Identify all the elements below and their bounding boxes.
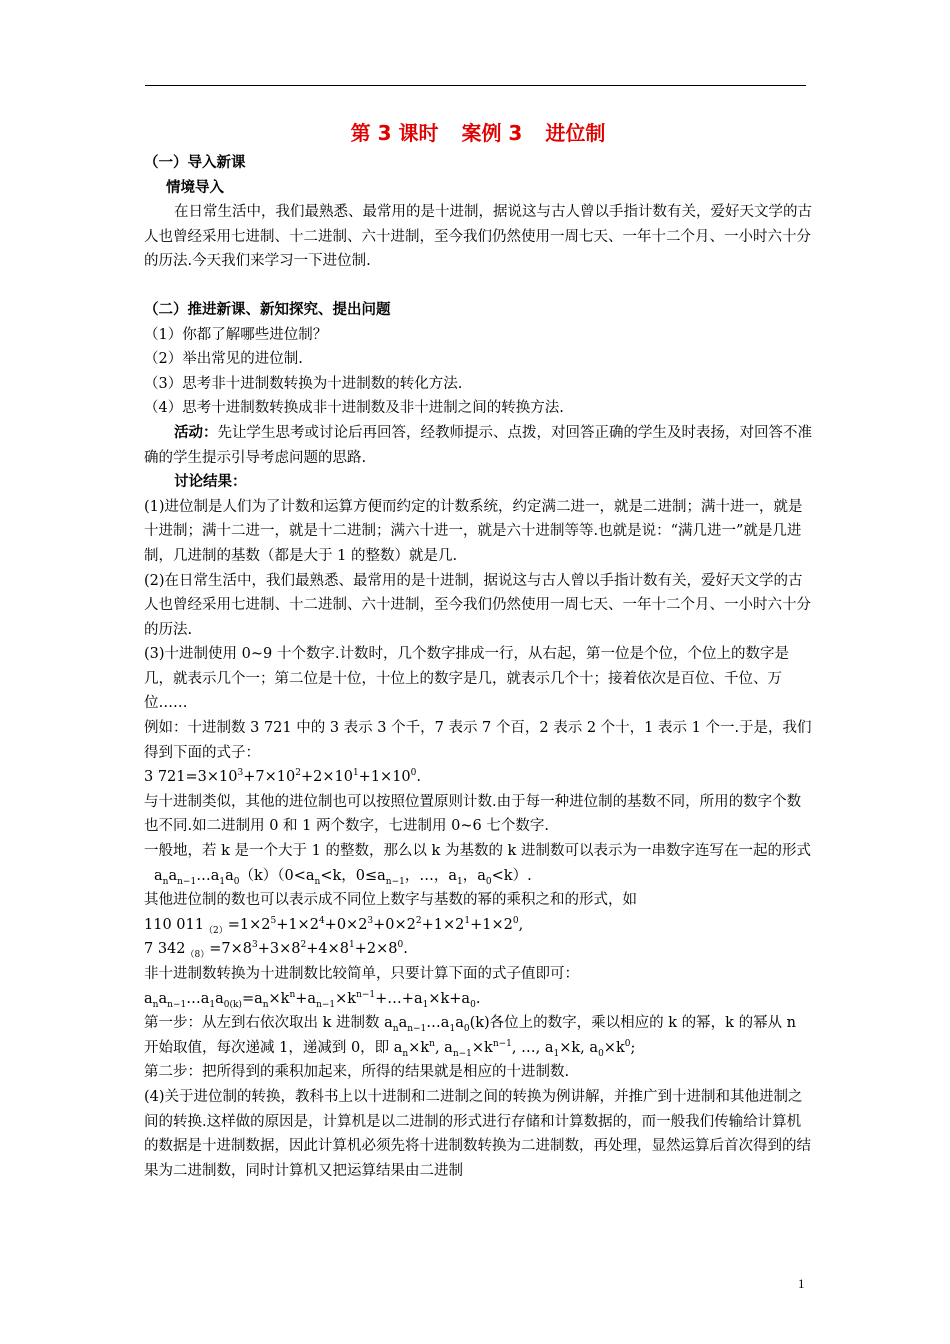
activity-paragraph <box>144 421 812 470</box>
octal-example: 7 $342_{(8)}=7\times 8^3+3\times 8^2+4\times 8^1+2\times 8^0$. <box>144 940 408 961</box>
intro-paragraph: 在日常生活中，我们最熟悉、最常用的是十进制，据说这与古人曾以手指计数有关，爱好天文学的古人也曾经采用七进制、十二进制、六十进制，至今我们仍然使用一周七天、一年十二个月、一小时六十分的历法.今天我们来学习一下进位制. <box>144 204 812 270</box>
page-title <box>144 118 812 148</box>
power-sum-paragraph: 其他进位制的数也可以表示成不同位上数字与基数的幂的乘积之和的形式，如 <box>144 892 637 909</box>
subheading-scenario: 情境导入 <box>166 179 224 196</box>
conversion-formula: $a_na_{n-1}\dots a_1a_{0(k)}=a_n\times k^n+a_{n-1}\times k^{n-1}+\dots+a_1\times k+a_0$. <box>144 989 481 1010</box>
result-2: (2)在日常生活中，我们最熟悉、最常用的是十进制，据说这与古人曾以手指计数有关，爱好天文学的古人也曾经采用七进制、十二进制、六十进制，至今我们仍然使用一周七天、一年十二个月、一小时六十分的历法. <box>144 572 811 638</box>
step-2: 第二步：把所得到的乘积加起来，所得的结果就是相应的十进制数. <box>144 1064 570 1081</box>
result-4: (4)关于进位制的转换，教科书上以十进制和二进制之间的转换为例讲解，并推广到十进制和其他进制之间的转换.这样做的原因是，计算机是以二进制的形式进行存储和计算数据的，而一般我们传输给计算机的数据是十进制数据，因此计算机必须先将十进制数转换为二进制数，再处理，显然运算后首次得到的结果为二进制数，同时计算机又把运算结果由二进制 <box>144 1088 811 1179</box>
conversion-intro: 非十进制数转换为十进制数比较简单，只要计算下面的式子值即可： <box>144 966 579 982</box>
general-form-formula: $a_na_{n-1}\dots a_1a_0(k)(0<a_n<k$，$0\le a_{n-1}$，…，$a_1$，$a_0<k$）. <box>154 867 532 887</box>
section-heading-new: （二）推进新课、新知探究、提出问题 <box>144 301 391 318</box>
example-paragraph: 例如：十进制数 3 721 中的 3 表示 3 个千，7 表示 7 个百，2 表示 2 个十，1 表示 1 个一.于是，我们得到下面的式子： <box>144 720 812 761</box>
title-case: 案例 3 <box>461 121 523 145</box>
activity-text: 先让学生思考或讨论后再回答，经教师提示、点拨，对回答正确的学生及时表扬，对回答不准确的学生提示引导考虑问题的思路. <box>144 424 812 466</box>
equation-3721: 3 $721=3\times 10^3+7\times 10^2+2\times 10^1+1\times 10^0$. <box>144 768 421 786</box>
step-1: 第一步：从左到右依次取出 k 进制数 $a_na_{n-1}\dots a_1a_0(k)$各位上的数字，乘以相应的 k 的幂，k 的幂从 n 开始取值，每次递减 1，递减到 0，即 $a_n\times k^n$, $a_{n-1}\times k^{n-1}$, …, $a_1\times k$, $a_0\times k^0$; <box>144 1015 797 1059</box>
result-1: (1)进位制是人们为了计数和运算方便而约定的计数系统，约定满二进一，就是二进制；满十进一，就是十进制；满十二进一，就是十二进制；满六十进一，就是六十进制等等.也就是说：“满几进一”就是几进制，几进制的基数（都是大于 1 的整数）就是几. <box>144 498 803 564</box>
question-4: （4）思考十进制数转换成非十进制数及非十进制之间的转换方法. <box>144 400 564 417</box>
page-content <box>144 118 812 1183</box>
title-lesson: 第 3 课时 <box>350 121 439 145</box>
question-1: （1）你都了解哪些进位制？ <box>144 326 328 343</box>
header-rule <box>145 85 806 86</box>
title-topic: 进位制 <box>545 121 606 145</box>
section-heading-intro: （一）导入新课 <box>144 155 246 171</box>
binary-example: 110 $011_{(2)}=1\times 2^5+1\times 2^4+0\times 2^3+0\times 2^2+1\times 2^1+1\times 2^0$, <box>144 915 524 936</box>
question-3: （3）思考非十进制数转换为十进制数的转化方法. <box>144 375 463 392</box>
result-3: (3)十进制使用 0~9 十个数字.计数时，几个数字排成一行，从右起，第一位是个位，个位上的数字是几，就表示几个一；第二位是十位，十位上的数字是几，就表示几个十；接着依次是百位、千位、万位…… <box>144 646 789 712</box>
page-number: 1 <box>798 1276 805 1291</box>
result-label-line <box>144 470 812 495</box>
result-label: 讨论结果： <box>174 474 247 491</box>
activity-label: 活动： <box>174 424 218 441</box>
general-form-paragraph: 一般地，若 k 是一个大于 1 的整数，那么以 k 为基数的 k 进制数可以表示为一串数字连写在一起的形式 <box>144 843 811 860</box>
other-bases-paragraph: 与十进制类似，其他的进位制也可以按照位置原则计数.由于每一种进位制的基数不同，所用的数字个数也不同.如二进制用 0 和 1 两个数字，七进制用 0~6 七个数字. <box>144 793 802 835</box>
question-2: （2）举出常见的进位制. <box>144 351 303 368</box>
